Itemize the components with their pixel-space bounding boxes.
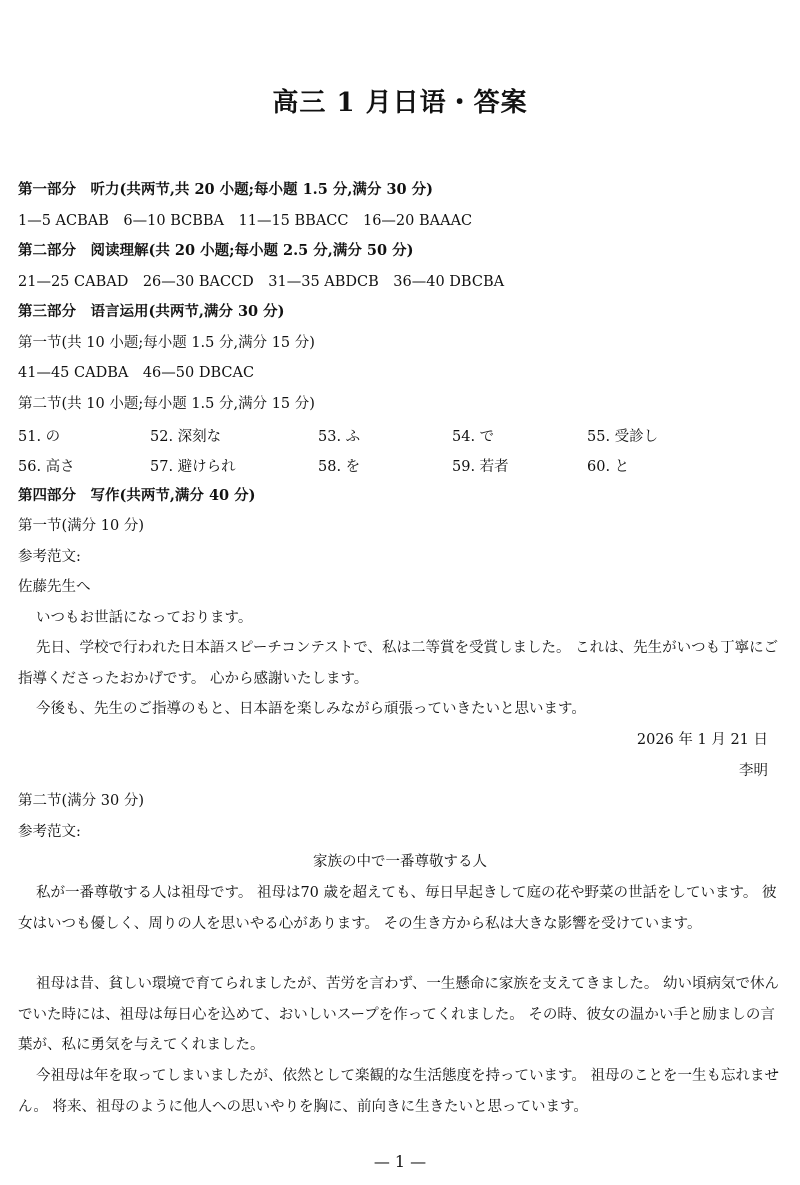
part3-section1-answers: 41—45 CADBA 46—50 DBCAC [18,365,255,381]
essay-title: 家族の中で一番尊敬する人 [313,854,487,870]
part3-section1-heading: 第一节(共 10 小题;每小题 1.5 分,满分 15 分) [18,335,315,351]
answer-55: 55. 受診し [587,429,659,445]
page-title: 高三 1 月日语・答案 [272,88,528,118]
answer-54: 54. で [452,429,495,445]
letter-salutation: 佐藤先生へ [18,579,91,595]
part3-heading: 第三部分 语言运用(共两节,满分 30 分) [18,303,285,320]
answer-51: 51. の [18,429,61,445]
part3-section2-heading: 第二节(共 10 小题;每小题 1.5 分,满分 15 分) [18,396,315,412]
part1-answers: 1—5 ACBAB 6—10 BCBBA 11—15 BBACC 16—20 BAAAC [18,213,473,229]
part2-heading: 第二部分 阅读理解(共 20 小题;每小题 2.5 分,满分 50 分) [18,242,414,259]
letter-signature: 李明 [739,763,768,779]
sample-label-2: 参考范文: [18,824,81,840]
letter-paragraph-3: 今後も、先生のご指導のもと、日本語を楽しみながら頑張っていきたいと思います。 [36,701,586,717]
essay-paragraph-2: 祖母は昔、貧しい環境で育てられましたが、苦労を言わず、一生懸命に家族を支えてきました。 幼い頃病気で休んでいた時には、祖母は毎日心を込めて、おいしいスープを作ってくれました。 その時、彼女の温かい手と励ましの言葉が、私に勇気を与えてくれました。 [18,976,779,1053]
answer-57: 57. 避けられ [150,459,236,475]
answer-58: 58. を [318,459,361,475]
answer-60: 60. と [587,459,630,475]
part4-section1-heading: 第一节(满分 10 分) [18,518,144,534]
answer-59: 59. 若者 [452,459,509,475]
answer-56: 56. 高さ [18,459,75,475]
sample-label-1: 参考范文: [18,549,81,565]
part1-heading: 第一部分 听力(共两节,共 20 小题;每小题 1.5 分,满分 30 分) [18,181,434,198]
part4-section2-heading: 第二节(满分 30 分) [18,793,144,809]
essay-paragraph-3: 今祖母は年を取ってしまいましたが、依然として楽観的な生活態度を持っています。 祖母のことを一生も忘れません。 将来、祖母のように他人への思いやりを胸に、前向きに生きたいと思っています。 [18,1068,779,1115]
part2-answers: 21—25 CABAD 26—30 BACCD 31—35 ABDCB 36—40 DBCBA [18,274,505,290]
part4-heading: 第四部分 写作(共两节,满分 40 分) [18,487,256,504]
page-number: — 1 — [373,1152,427,1171]
letter-paragraph-1: いつもお世話になっております。 [36,610,253,626]
letter-paragraph-2: 先日、学校で行われた日本語スピーチコンテストで、私は二等賞を受賞しました。 これは、先生がいつも丁寧にご指導くださったおかげです。 心から感謝いたします。 [18,640,779,687]
letter-date: 2026 年 1 月 21 日 [636,732,768,748]
answer-52: 52. 深刻な [150,429,222,445]
answer-53: 53. ふ [318,429,361,445]
essay-paragraph-1: 私が一番尊敬する人は祖母です。 祖母は70 歳を超えても、毎日早起きして庭の花や野菜の世話をしています。 彼女はいつも優しく、周りの人を思いやる心があります。 その生き方から私は大きな影響を受けています。 [18,885,777,932]
